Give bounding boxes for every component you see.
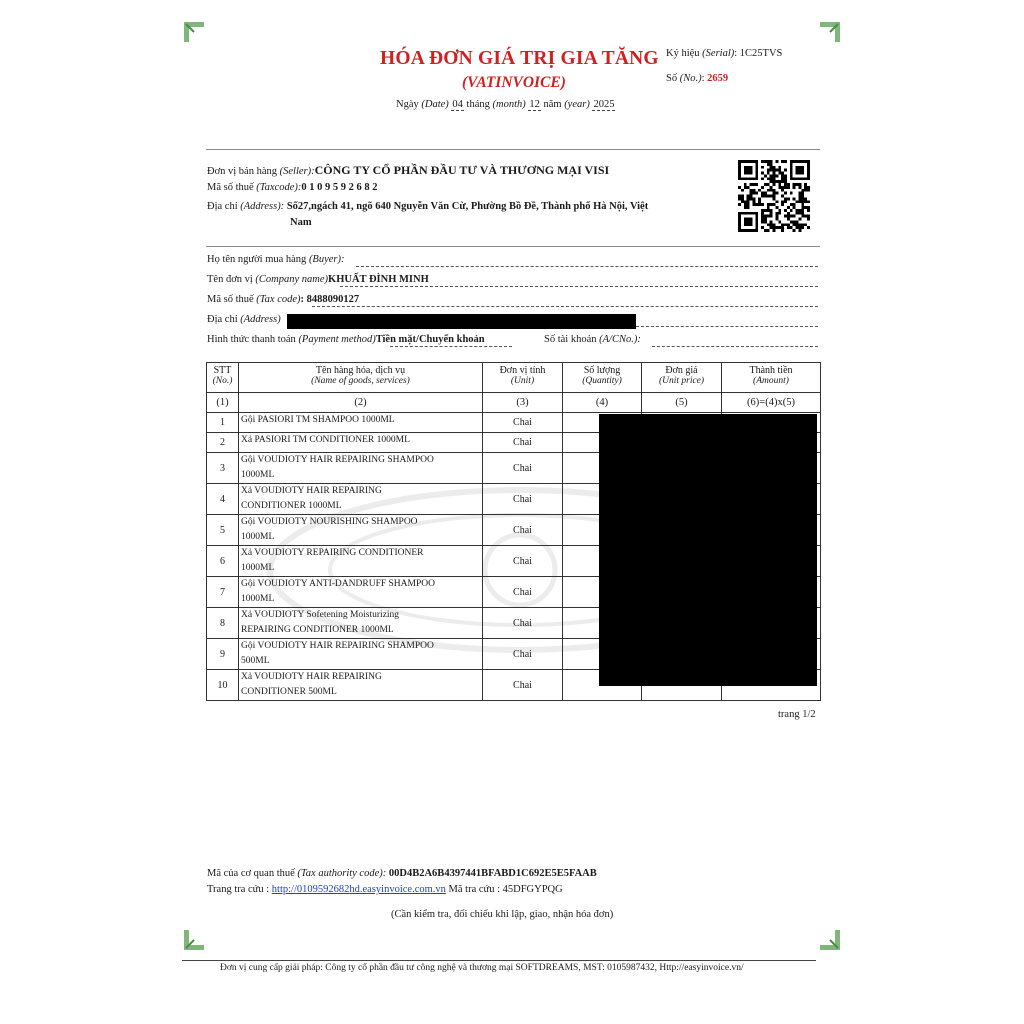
divider bbox=[206, 246, 820, 247]
seller-address-line: Địa chỉ (Address): Số27,ngách 41, ngõ 640 Nguyễn Văn Cừ, Phường Bồ Đề, Thành phố Hà Nội, Việt bbox=[207, 201, 649, 212]
row-no: 1 bbox=[207, 413, 239, 433]
buyer-company-line: Tên đơn vị (Company name)KHUẤT ĐÌNH MINH bbox=[207, 274, 429, 285]
header-unit: Đơn vị tính (Unit) bbox=[483, 363, 563, 393]
seller-address: Số27,ngách 41, ngõ 640 Nguyễn Văn Cừ, Phường Bồ Đề, Thành phố Hà Nội, Việt bbox=[286, 201, 649, 212]
buyer-tax-code: : 8488090127 bbox=[300, 294, 360, 305]
buyer-name-field bbox=[356, 266, 818, 267]
row-unit: Chai bbox=[483, 577, 563, 608]
row-item-name: Gội PASIORI TM SHAMPOO 1000ML bbox=[239, 413, 483, 433]
payment-field bbox=[390, 346, 512, 347]
lookup-line: Trang tra cứu : http://0109592682hd.easyinvoice.com.vn Mã tra cứu : 45DFGYPQG bbox=[207, 884, 563, 895]
row-item-name: Gội VOUDIOTY HAIR REPAIRING SHAMPOO 1000ML bbox=[239, 453, 483, 484]
invoice-title: HÓA ĐƠN GIÁ TRỊ GIA TĂNG bbox=[380, 48, 659, 69]
buyer-tax-line: Mã số thuế (Tax code): 8488090127 bbox=[207, 294, 360, 305]
row-item-name: Gội VOUDIOTY HAIR REPAIRING SHAMPOO 500ML bbox=[239, 639, 483, 670]
row-no: 6 bbox=[207, 546, 239, 577]
row-unit: Chai bbox=[483, 453, 563, 484]
header-name: Tên hàng hóa, dịch vụ (Name of goods, services) bbox=[239, 363, 483, 393]
corner-ornament-top-right bbox=[818, 20, 842, 44]
row-unit: Chai bbox=[483, 413, 563, 433]
payment-line: Hình thức thanh toán (Payment method)Tiền mặt/Chuyển khoản bbox=[207, 334, 485, 345]
row-item-name: Gội VOUDIOTY ANTI-DANDRUFF SHAMPOO 1000ML bbox=[239, 577, 483, 608]
row-no: 7 bbox=[207, 577, 239, 608]
row-unit: Chai bbox=[483, 484, 563, 515]
row-item-name: Xả VOUDIOTY Sofetening Moisturizing REPAIRING CONDITIONER 1000ML bbox=[239, 608, 483, 639]
row-no: 8 bbox=[207, 608, 239, 639]
corner-ornament-bottom-left bbox=[182, 928, 206, 952]
divider bbox=[206, 149, 820, 150]
buyer-name-line: Họ tên người mua hàng (Buyer): bbox=[207, 254, 345, 265]
row-item-name: Xả PASIORI TM CONDITIONER 1000ML bbox=[239, 433, 483, 453]
lookup-code: 45DFGYPQG bbox=[502, 884, 563, 895]
page-indicator: trang 1/2 bbox=[778, 709, 816, 720]
row-no: 9 bbox=[207, 639, 239, 670]
date-day: 04 bbox=[452, 99, 463, 110]
qr-code bbox=[738, 160, 810, 232]
row-unit: Chai bbox=[483, 515, 563, 546]
invoice-subtitle: (VATINVOICE) bbox=[462, 74, 566, 91]
header-quantity: Số lượng (Quantity) bbox=[563, 363, 642, 393]
row-item-name: Gội VOUDIOTY NOURISHING SHAMPOO 1000ML bbox=[239, 515, 483, 546]
buyer-company: KHUẤT ĐÌNH MINH bbox=[328, 274, 429, 285]
invoice-date: Ngày (Date) 04 tháng (month) 12 năm (year) 2025 bbox=[396, 99, 615, 110]
seller-tax-code: 0 1 0 9 5 9 2 6 8 2 bbox=[301, 182, 378, 193]
row-unit: Chai bbox=[483, 433, 563, 453]
corner-ornament-top-left bbox=[182, 20, 206, 44]
header-amount: Thành tiền (Amount) bbox=[722, 363, 821, 393]
header-unit-price: Đơn giá (Unit price) bbox=[642, 363, 722, 393]
buyer-tax-field bbox=[312, 306, 818, 307]
seller-tax-line: Mã số thuế (Taxcode):0 1 0 9 5 9 2 6 8 2 bbox=[207, 182, 378, 193]
verification-note: (Cần kiểm tra, đối chiếu khi lập, giao, nhận hóa đơn) bbox=[391, 909, 614, 920]
date-year: 2025 bbox=[593, 99, 615, 110]
row-unit: Chai bbox=[483, 546, 563, 577]
index-row: (1) (2) (3) (4) (5) (6)=(4)x(5) bbox=[207, 393, 821, 413]
header-no: STT (No.) bbox=[207, 363, 239, 393]
buyer-address-field bbox=[636, 326, 818, 327]
account-field bbox=[652, 346, 818, 347]
row-item-name: Xả VOUDIOTY HAIR REPAIRING CONDITIONER 500ML bbox=[239, 670, 483, 701]
date-month: 12 bbox=[529, 99, 540, 110]
row-unit: Chai bbox=[483, 608, 563, 639]
row-no: 4 bbox=[207, 484, 239, 515]
row-item-name: Xả VOUDIOTY HAIR REPAIRING CONDITIONER 1000ML bbox=[239, 484, 483, 515]
row-unit: Chai bbox=[483, 670, 563, 701]
row-no: 5 bbox=[207, 515, 239, 546]
redacted-prices bbox=[599, 414, 817, 686]
table-header-row bbox=[207, 363, 821, 393]
row-no: 2 bbox=[207, 433, 239, 453]
account-line: Số tài khoản (A/CNo.): bbox=[544, 334, 641, 345]
invoice-serial: Ký hiệu (Serial): 1C25TVS bbox=[666, 48, 783, 59]
row-item-name: Xả VOUDIOTY REPAIRING CONDITIONER 1000ML bbox=[239, 546, 483, 577]
seller-address-line2: Nam bbox=[290, 217, 312, 228]
provider-info: Đơn vị cung cấp giải pháp: Công ty cổ phần đầu tư công nghệ và thương mại SOFTDREAMS, MST: 0105987432, Http://easyinvoice.vn/ bbox=[220, 963, 744, 973]
row-unit: Chai bbox=[483, 639, 563, 670]
row-no: 10 bbox=[207, 670, 239, 701]
tax-authority-line: Mã của cơ quan thuế (Tax authority code): 00D4B2A6B4397441BFABD1C692E5E5FAAB bbox=[207, 868, 597, 879]
buyer-address-line: Địa chỉ (Address) bbox=[207, 314, 281, 325]
footer-divider bbox=[182, 960, 816, 961]
lookup-link[interactable]: http://0109592682hd.easyinvoice.com.vn bbox=[271, 884, 446, 895]
payment-method: Tiền mặt/Chuyển khoản bbox=[375, 334, 485, 345]
seller-name-line: Đơn vị bán hàng (Seller):CÔNG TY CỔ PHẦN ĐẦU TƯ VÀ THƯƠNG MẠI VISI bbox=[207, 163, 610, 177]
tax-authority-code: 00D4B2A6B4397441BFABD1C692E5E5FAAB bbox=[388, 868, 597, 879]
buyer-company-field bbox=[340, 286, 818, 287]
corner-ornament-bottom-right bbox=[818, 928, 842, 952]
invoice-number: Số (No.): 2659 bbox=[666, 73, 729, 84]
row-no: 3 bbox=[207, 453, 239, 484]
redacted-address bbox=[287, 314, 636, 329]
seller-name: CÔNG TY CỔ PHẦN ĐẦU TƯ VÀ THƯƠNG MẠI VISI bbox=[314, 163, 610, 177]
